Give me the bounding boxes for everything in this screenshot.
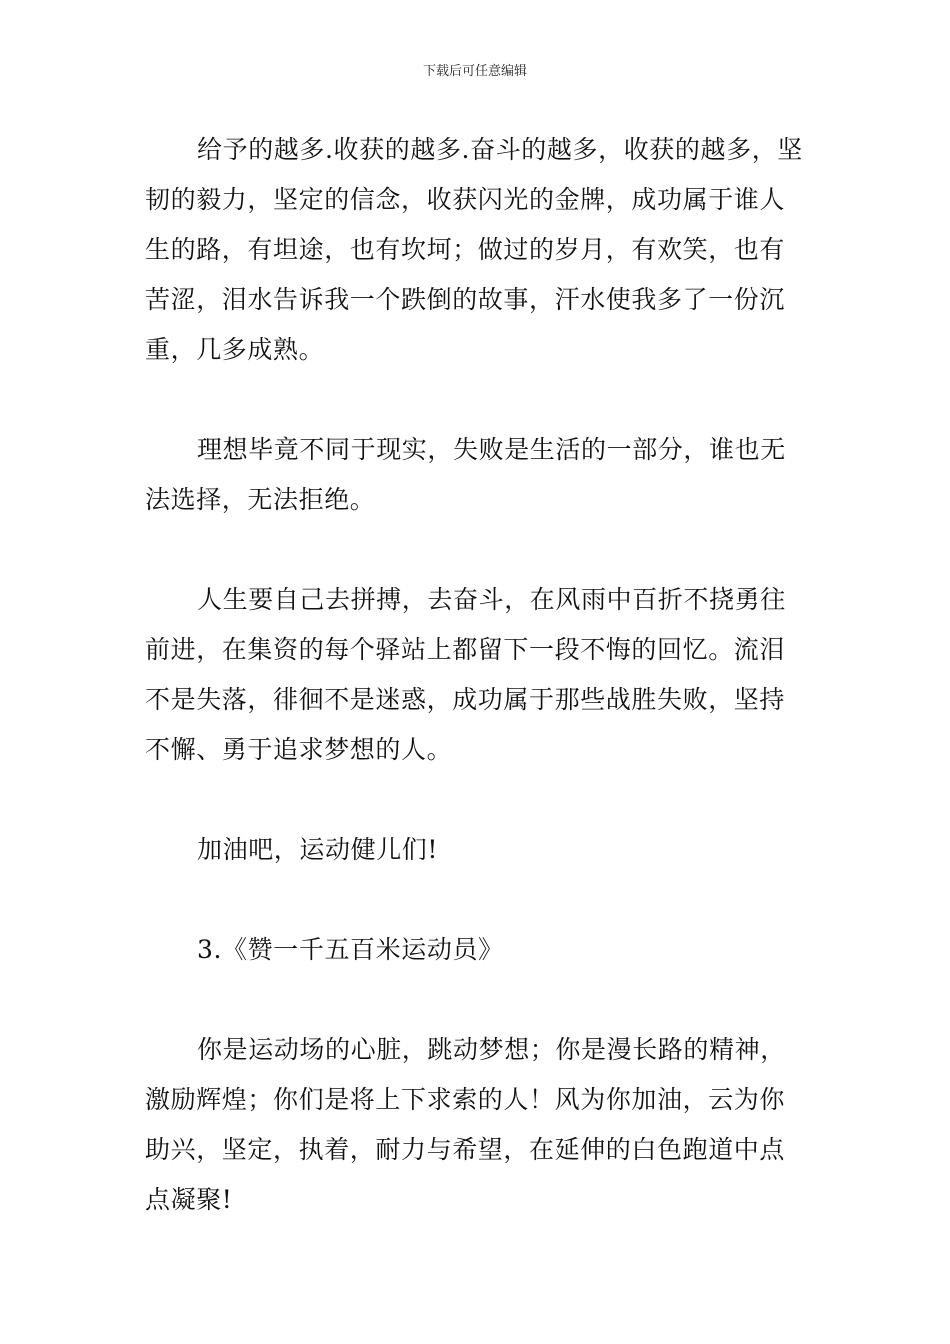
paragraph-gap xyxy=(145,525,807,575)
paragraph-gap xyxy=(145,875,807,925)
paragraph-gap xyxy=(145,375,807,425)
paragraph-gap xyxy=(145,775,807,825)
paragraph-2: 理想毕竟不同于现实，失败是生活的一部分，谁也无法选择，无法拒绝。 xyxy=(145,435,786,514)
paragraph-1: 给予的越多.收获的越多.奋斗的越多，收获的越多，坚韧的毅力，坚定的信念，收获闪光的金牌，成功属于谁人生的路，有坦途，也有坎坷；做过的岁月，有欢笑，也有苦涩，泪水告诉我一个跌倒的故事，汗水使我多了一份沉重，几多成熟。 xyxy=(145,135,803,364)
section-heading: 3.《赞一千五百米运动员》 xyxy=(197,935,504,964)
paragraph-5: 你是运动场的心脏，跳动梦想；你是漫长路的精神，激励辉煌；你们是将上下求索的人！风为你加油，云为你助兴，坚定，执着，耐力与希望，在延伸的白色跑道中点点凝聚! xyxy=(145,1035,786,1214)
paragraph-gap xyxy=(145,975,807,1025)
page-header: 下载后可任意编辑 xyxy=(422,64,527,79)
document-body xyxy=(145,125,807,1225)
paragraph-3: 人生要自己去拼搏，去奋斗，在风雨中百折不挠勇往前进，在集资的每个驿站上都留下一段不悔的回忆。流泪不是失落，徘徊不是迷惑，成功属于那些战胜失败，坚持不懈、勇于追求梦想的人。 xyxy=(145,585,786,764)
paragraph-4: 加油吧，运动健儿们! xyxy=(197,835,439,864)
